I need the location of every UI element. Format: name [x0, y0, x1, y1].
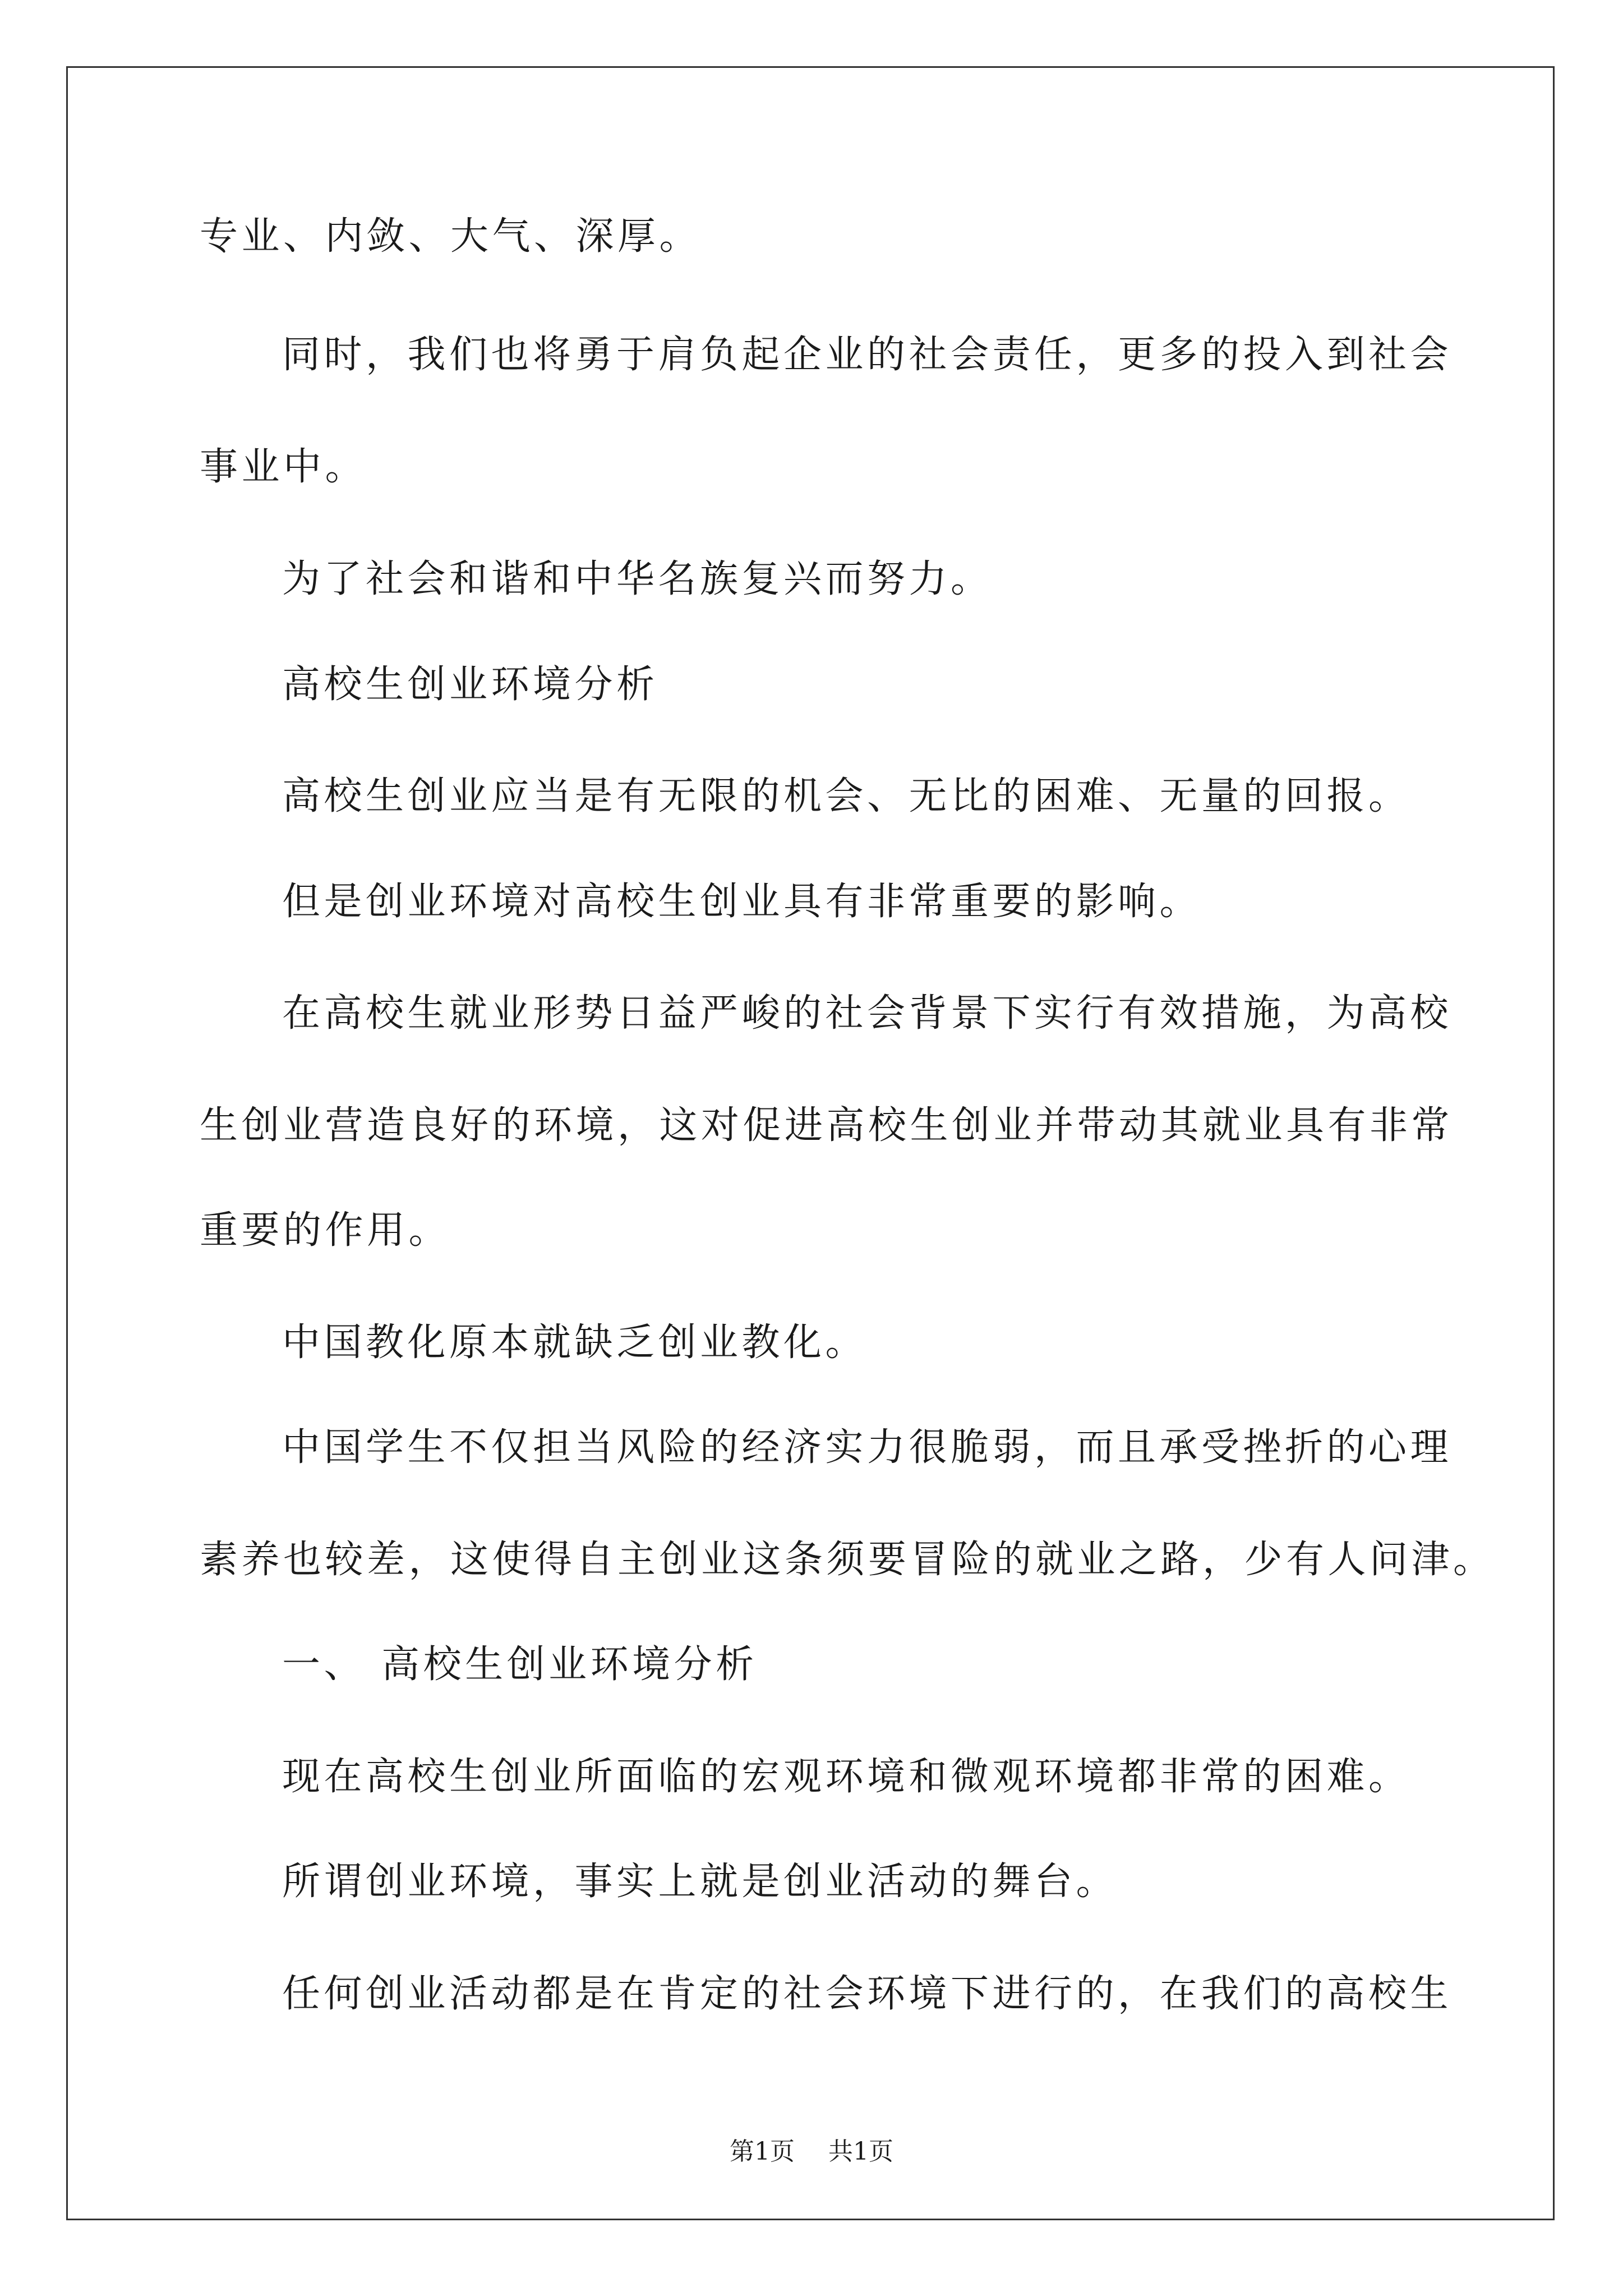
text-line: 高校生创业应当是有无限的机会、无比的困难、无量的回报。 — [282, 774, 1410, 818]
page-number: 第1页 — [730, 2137, 795, 2166]
text-line: 素养也较差，这使得自主创业这条须要冒险的就业之路，少有人问津。 — [200, 1538, 1495, 1582]
text-line: 重要的作用。 — [200, 1208, 451, 1253]
text-line: 现在高校生创业所面临的宏观环境和微观环境都非常的困难。 — [282, 1755, 1410, 1799]
text-line: 但是创业环境对高校生创业具有非常重要的影响。 — [282, 880, 1202, 924]
text-line: 高校生创业环境分析 — [282, 662, 658, 707]
text-line: 中国教化原本就缺乏创业教化。 — [282, 1320, 868, 1365]
text-line: 同时，我们也将勇于肩负起企业的社会责任，更多的投入到社会 — [282, 333, 1453, 377]
text-line: 一、 高校生创业环境分析 — [282, 1642, 758, 1687]
text-line: 中国学生不仅担当风险的经济实力很脆弱，而且承受挫折的心理 — [282, 1425, 1453, 1470]
text-line: 所谓创业环境，事实上就是创业活动的舞台。 — [282, 1860, 1118, 1904]
text-line: 专业、内敛、大气、深厚。 — [200, 214, 702, 259]
text-line: 生创业营造良好的环境，这对促进高校生创业并带动其就业具有非常 — [200, 1103, 1454, 1148]
page-total: 共1页 — [828, 2137, 893, 2166]
text-line: 在高校生就业形势日益严峻的社会背景下实行有效措施，为高校 — [282, 991, 1453, 1036]
text-line: 为了社会和谐和中华名族复兴而努力。 — [282, 557, 993, 601]
text-line: 事业中。 — [200, 445, 367, 489]
text-line: 任何创业活动都是在肯定的社会环境下进行的，在我们的高校生 — [282, 1972, 1453, 2016]
page-footer — [0, 2139, 1623, 2164]
